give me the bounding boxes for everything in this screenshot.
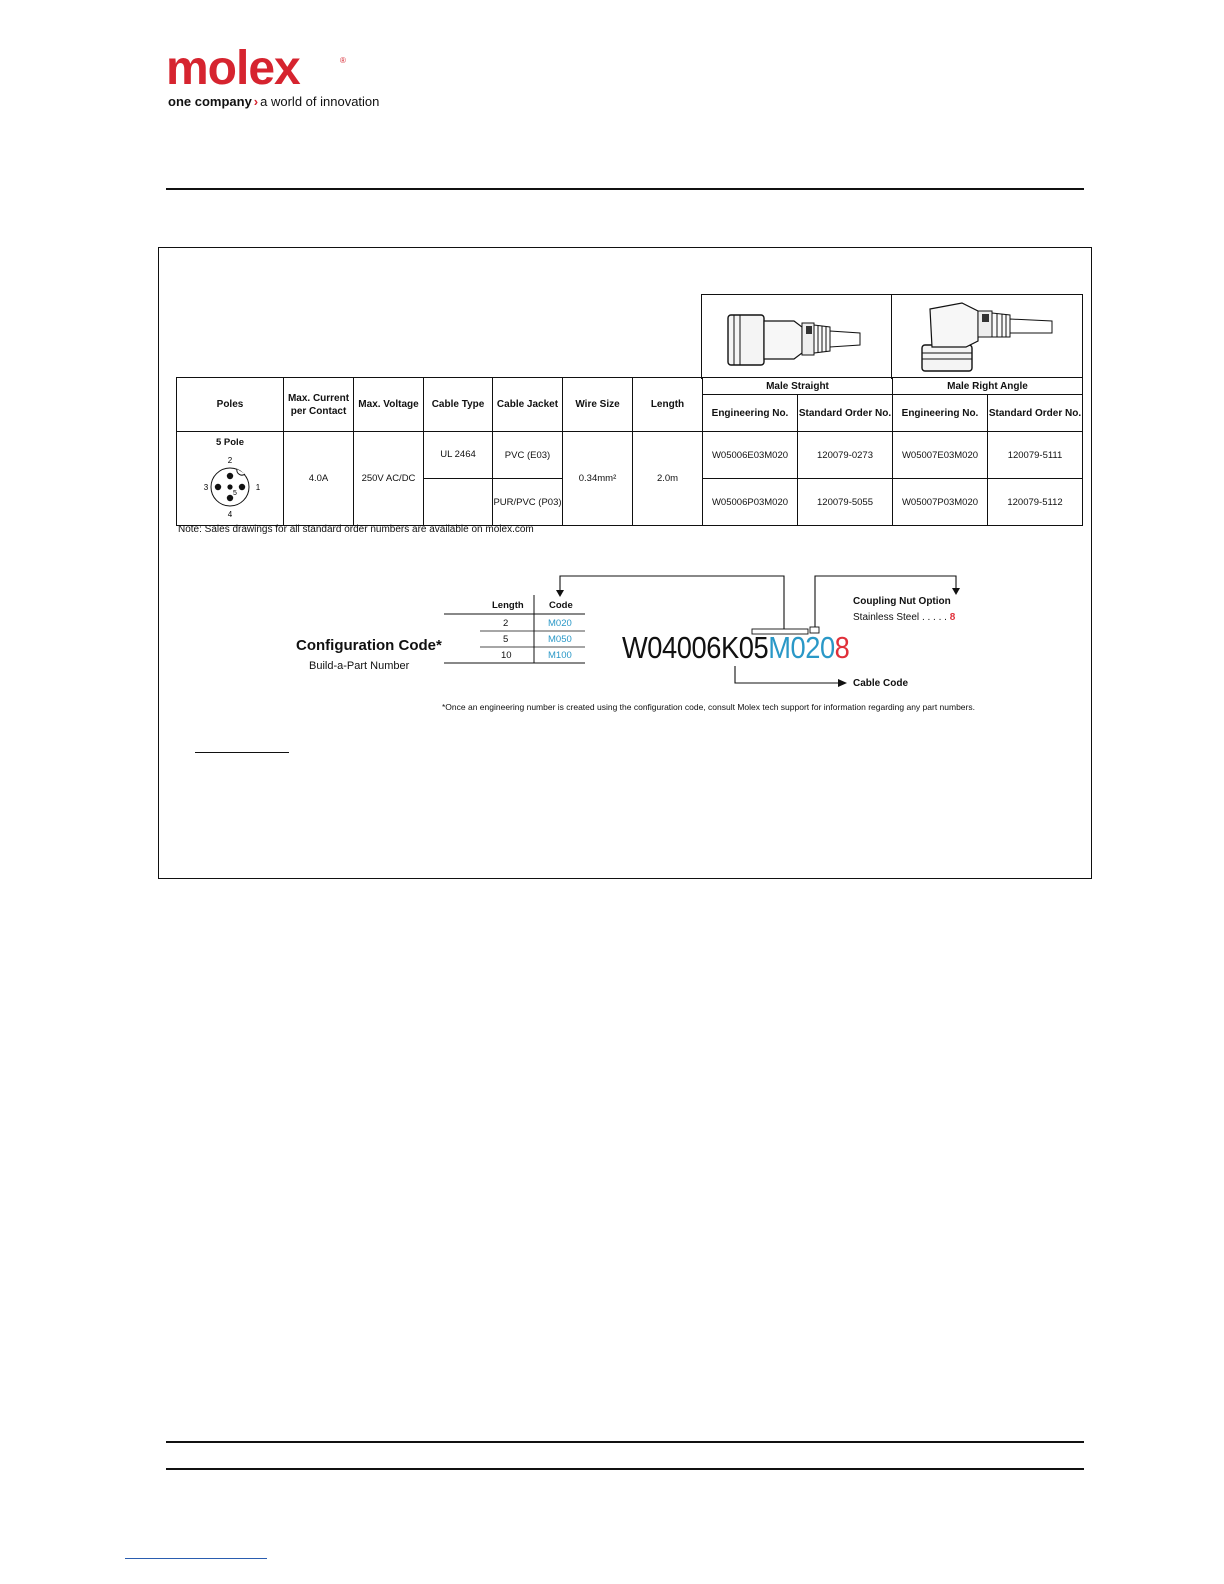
registered-mark: ® xyxy=(340,56,346,65)
male-right-angle-connector-icon xyxy=(892,295,1082,379)
sales-drawings-note: Note: Sales drawings for all standard order numbers are available on molex.com xyxy=(178,524,534,535)
poles-cell xyxy=(177,432,284,526)
part-number-base: W04006K05 xyxy=(622,630,769,665)
header-straight-eng: Engineering No. xyxy=(703,395,798,432)
header-straight-std: Standard Order No. xyxy=(798,395,893,432)
length-row-2: 5 xyxy=(503,634,509,645)
length-row-1: 2 xyxy=(503,618,509,629)
logo-tagline xyxy=(168,94,379,110)
header-max-current: Max. Current per Contact xyxy=(284,378,354,432)
cable-code-label: Cable Code xyxy=(853,678,909,689)
header-rule xyxy=(166,188,1084,190)
footer-rule-top xyxy=(166,1441,1084,1443)
male-straight-connector-icon xyxy=(702,295,892,379)
tagline-bold: one company xyxy=(168,94,252,109)
ra-eng-row2: W05007P03M020 xyxy=(893,479,988,526)
pole-label: 5 Pole xyxy=(216,437,244,448)
straight-eng-row1: W05006E03M020 xyxy=(703,432,798,479)
cable-jacket-row2: PUR/PVC (P03) xyxy=(493,479,563,526)
footer-rule-bottom xyxy=(166,1468,1084,1470)
pin-diagram-icon xyxy=(177,449,283,525)
pin-4-label: 4 xyxy=(227,510,233,519)
pin-2-label: 2 xyxy=(227,456,233,465)
header-ra-eng: Engineering No. xyxy=(893,395,988,432)
length-row-3: 10 xyxy=(501,650,512,661)
straight-eng-row2: W05006P03M020 xyxy=(703,479,798,526)
code-row-3: M100 xyxy=(548,650,572,661)
header-wire-size: Wire Size xyxy=(563,378,633,432)
section-underline xyxy=(195,752,289,753)
male-right-angle-image xyxy=(891,294,1083,379)
pin-5-label: 5 xyxy=(233,490,237,497)
ra-eng-row1: W05007E03M020 xyxy=(893,432,988,479)
straight-std-row2: 120079-5055 xyxy=(798,479,893,526)
code-row-2: M050 xyxy=(548,634,572,645)
wire-size-value: 0.34mm² xyxy=(563,432,633,526)
code-row-1: M020 xyxy=(548,618,572,629)
ra-std-row2: 120079-5112 xyxy=(988,479,1083,526)
group-male-right-angle: Male Right Angle xyxy=(893,378,1083,395)
pin-3-label: 3 xyxy=(203,483,209,492)
config-title: Configuration Code* xyxy=(296,637,442,654)
coupling-nut-code: 8 xyxy=(949,612,956,623)
header-poles: Poles xyxy=(177,378,284,432)
cable-jacket-row1: PVC (E03) xyxy=(493,432,563,479)
header-max-voltage: Max. Voltage xyxy=(354,378,424,432)
ra-std-row1: 120079-5111 xyxy=(988,432,1083,479)
header-ra-std: Standard Order No. xyxy=(988,395,1083,432)
config-arrows xyxy=(540,570,980,695)
header-cable-jacket: Cable Jacket xyxy=(493,378,563,432)
length-value: 2.0m xyxy=(633,432,703,526)
length-header: Length xyxy=(492,600,524,611)
footer-link-underline xyxy=(125,1558,267,1559)
pin-1-label: 1 xyxy=(255,483,261,492)
config-subtitle: Build-a-Part Number xyxy=(309,660,410,672)
coupling-nut-option xyxy=(853,612,955,623)
tagline-rest: a world of innovation xyxy=(260,94,380,109)
cable-type-row2 xyxy=(424,479,493,526)
part-number-nut-code: 8 xyxy=(834,630,850,665)
coupling-nut-option-label: Stainless Steel xyxy=(853,612,920,623)
code-header: Code xyxy=(549,600,573,611)
cable-type-row1: UL 2464 xyxy=(424,432,493,479)
coupling-nut-title: Coupling Nut Option xyxy=(853,596,951,607)
header-cable-type: Cable Type xyxy=(424,378,493,432)
group-male-straight: Male Straight xyxy=(703,378,893,395)
male-straight-image xyxy=(701,294,893,379)
max-voltage-value: 250V AC/DC xyxy=(354,432,424,526)
tagline-chevron-icon: › xyxy=(253,94,259,109)
coupling-nut-dots: . . . . . xyxy=(921,612,947,623)
part-number-length-code: M020 xyxy=(768,630,835,665)
molex-logo: molex xyxy=(166,42,300,95)
max-current-value: 4.0A xyxy=(284,432,354,526)
header-length: Length xyxy=(633,378,703,432)
config-footnote: *Once an engineering number is created using the configuration code, consult Molex tech support for information regarding any part numbers. xyxy=(442,702,975,712)
spec-table xyxy=(176,377,1083,526)
straight-std-row1: 120079-0273 xyxy=(798,432,893,479)
